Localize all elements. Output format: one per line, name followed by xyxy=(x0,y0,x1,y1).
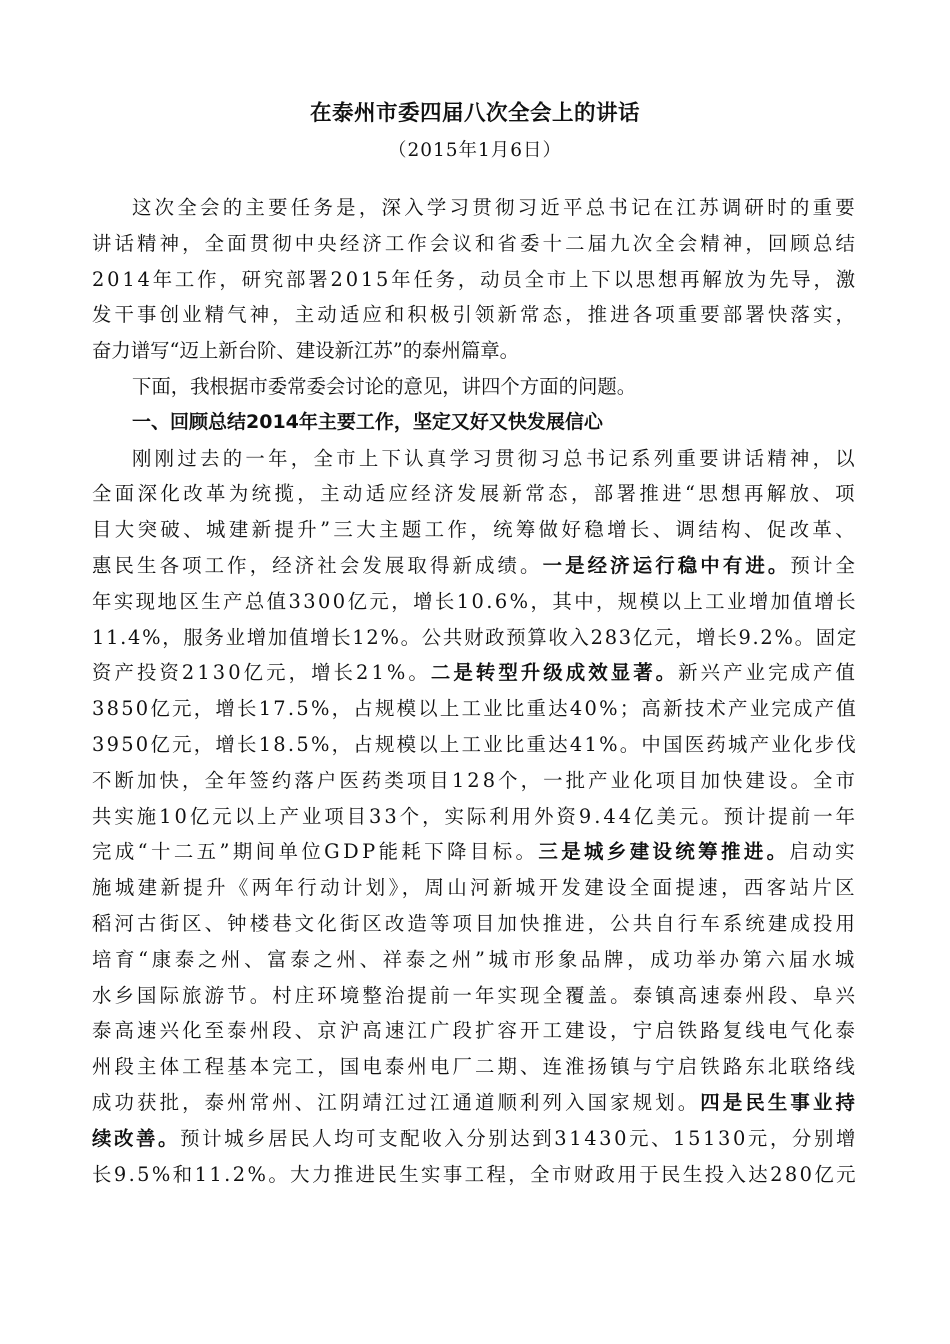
text-run: 长9.5%和11.2%。大力推进民生实事工程，全市财政用于民生投入达280亿元 xyxy=(92,1162,858,1186)
text-run: 稻河古街区、钟楼巷文化街区改造等项目加快推进，公共自行车系统建成投用 xyxy=(92,911,858,935)
text-run: 3850亿元，增长17.5%，占规模以上工业比重达40%；高新技术产业完成产值 xyxy=(92,697,858,721)
text-line xyxy=(132,441,858,477)
text-line xyxy=(92,1121,858,1157)
text-run: 州段主体工程基本完工，国电泰州电厂二期、连淮扬镇与宁启铁路东北联络线 xyxy=(92,1055,858,1079)
text-run: 成功获批，泰州常州、江阴靖江过江通道顺利列入国家规划。 xyxy=(92,1090,701,1114)
bold-phrase: 一是经济运行稳中有进。 xyxy=(542,553,791,577)
text-line xyxy=(92,727,858,763)
text-run: 11.4%，服务业增加值增长12%。公共财政预算收入283亿元，增长9.2%。固定 xyxy=(92,625,858,649)
text-run: 发干事创业精气神，主动适应和积极引领新常态，推进各项重要部署快落实， xyxy=(92,303,858,327)
text-run: 惠民生各项工作，经济社会发展取得新成绩。 xyxy=(92,553,543,577)
text-line xyxy=(92,548,858,584)
text-run: 共实施10亿元以上产业项目33个，实际利用外资9.44亿美元。预计提前一年 xyxy=(92,804,858,828)
text-line xyxy=(92,1013,858,1049)
text-line xyxy=(92,512,858,548)
text-line xyxy=(92,834,858,870)
text-line xyxy=(92,262,858,298)
text-run: 这次全会的主要任务是，深入学习贯彻习近平总书记在江苏调研时的重要 xyxy=(132,196,858,219)
text-line xyxy=(92,297,858,333)
text-line xyxy=(92,870,858,906)
text-run: 讲话精神，全面贯彻中央经济工作会议和省委十二届九次全会精神，回顾总结 xyxy=(92,231,858,255)
text-line xyxy=(132,369,858,405)
text-line xyxy=(92,942,858,978)
text-line xyxy=(92,1157,858,1193)
text-run: 泰高速兴化至泰州段、京沪高速江广段扩容开工建设，宁启铁路复线电气化泰 xyxy=(92,1019,858,1043)
text-line xyxy=(92,799,858,835)
text-line xyxy=(92,906,858,942)
text-line xyxy=(92,584,858,620)
text-run: 下面，我根据市委常委会讨论的意见，讲四个方面的问题。 xyxy=(132,374,637,398)
text-run: 奋力谱写“迈上新台阶、建设新江苏”的泰州篇章。 xyxy=(92,339,520,363)
text-line xyxy=(92,1049,858,1085)
bold-phrase: 二是转型升级成效显著。 xyxy=(430,661,679,685)
text-run: 水乡国际旅游节。村庄环境整治提前一年实现全覆盖。泰镇高速泰州段、阜兴 xyxy=(92,983,858,1007)
text-line xyxy=(132,190,858,226)
text-run: 3950亿元，增长18.5%，占规模以上工业比重达41%。中国医药城产业化步伐 xyxy=(92,732,858,756)
text-run: 完成“十二五”期间单位GDP能耗下降目标。 xyxy=(92,840,539,864)
text-run: 新兴产业完成产值 xyxy=(678,661,858,685)
text-run: 资产投资2130亿元，增长21%。 xyxy=(92,661,431,685)
text-line xyxy=(92,620,858,656)
text-run: 培育“康泰之州、富泰之州、祥泰之州”城市形象品牌，成功举办第六届水城 xyxy=(92,947,858,971)
text-line xyxy=(92,226,858,262)
text-line xyxy=(92,1085,858,1121)
text-run: 全面深化改革为统揽，主动适应经济发展新常态，部署推进“思想再解放、项 xyxy=(92,482,858,506)
text-line xyxy=(92,655,858,691)
bold-phrase: 四是民生事业持 xyxy=(700,1090,859,1114)
text-run: 预计城乡居民人均可支配收入分别达到31430元、15130元，分别增 xyxy=(180,1126,858,1150)
text-line xyxy=(92,476,858,512)
bold-phrase: 续改善。 xyxy=(92,1126,181,1150)
bold-phrase: 三是城乡建设统筹推进。 xyxy=(538,840,790,864)
document-date: （2015年1月6日） xyxy=(387,140,563,161)
text-line xyxy=(92,978,858,1014)
text-run: 一、回顾总结2014年主要工作，坚定又好又快发展信心 xyxy=(132,410,603,433)
document-title: 在泰州市委四届八次全会上的讲话 xyxy=(309,101,640,126)
text-run: 启动实 xyxy=(789,840,858,864)
text-run: 2014年工作，研究部署2015年任务，动员全市上下以思想再解放为先导，激 xyxy=(92,267,858,291)
text-run: 预计全 xyxy=(790,553,859,577)
text-run: 年实现地区生产总值3300亿元，增长10.6%，其中，规模以上工业增加值增长 xyxy=(92,589,858,613)
document-body xyxy=(0,190,950,1192)
text-run: 不断加快，全年签约落户医药类项目128个，一批产业化项目加快建设。全市 xyxy=(92,768,858,792)
text-line xyxy=(92,691,858,727)
section-heading xyxy=(132,405,858,441)
text-line xyxy=(92,333,858,369)
text-line xyxy=(92,763,858,799)
text-run: 施城建新提升《两年行动计划》，周山河新城开发建设全面提速，西客站片区 xyxy=(92,876,858,900)
text-run: 目大突破、城建新提升”三大主题工作，统筹做好稳增长、调结构、促改革、 xyxy=(92,518,858,542)
text-run: 刚刚过去的一年，全市上下认真学习贯彻习总书记系列重要讲话精神，以 xyxy=(132,446,858,470)
